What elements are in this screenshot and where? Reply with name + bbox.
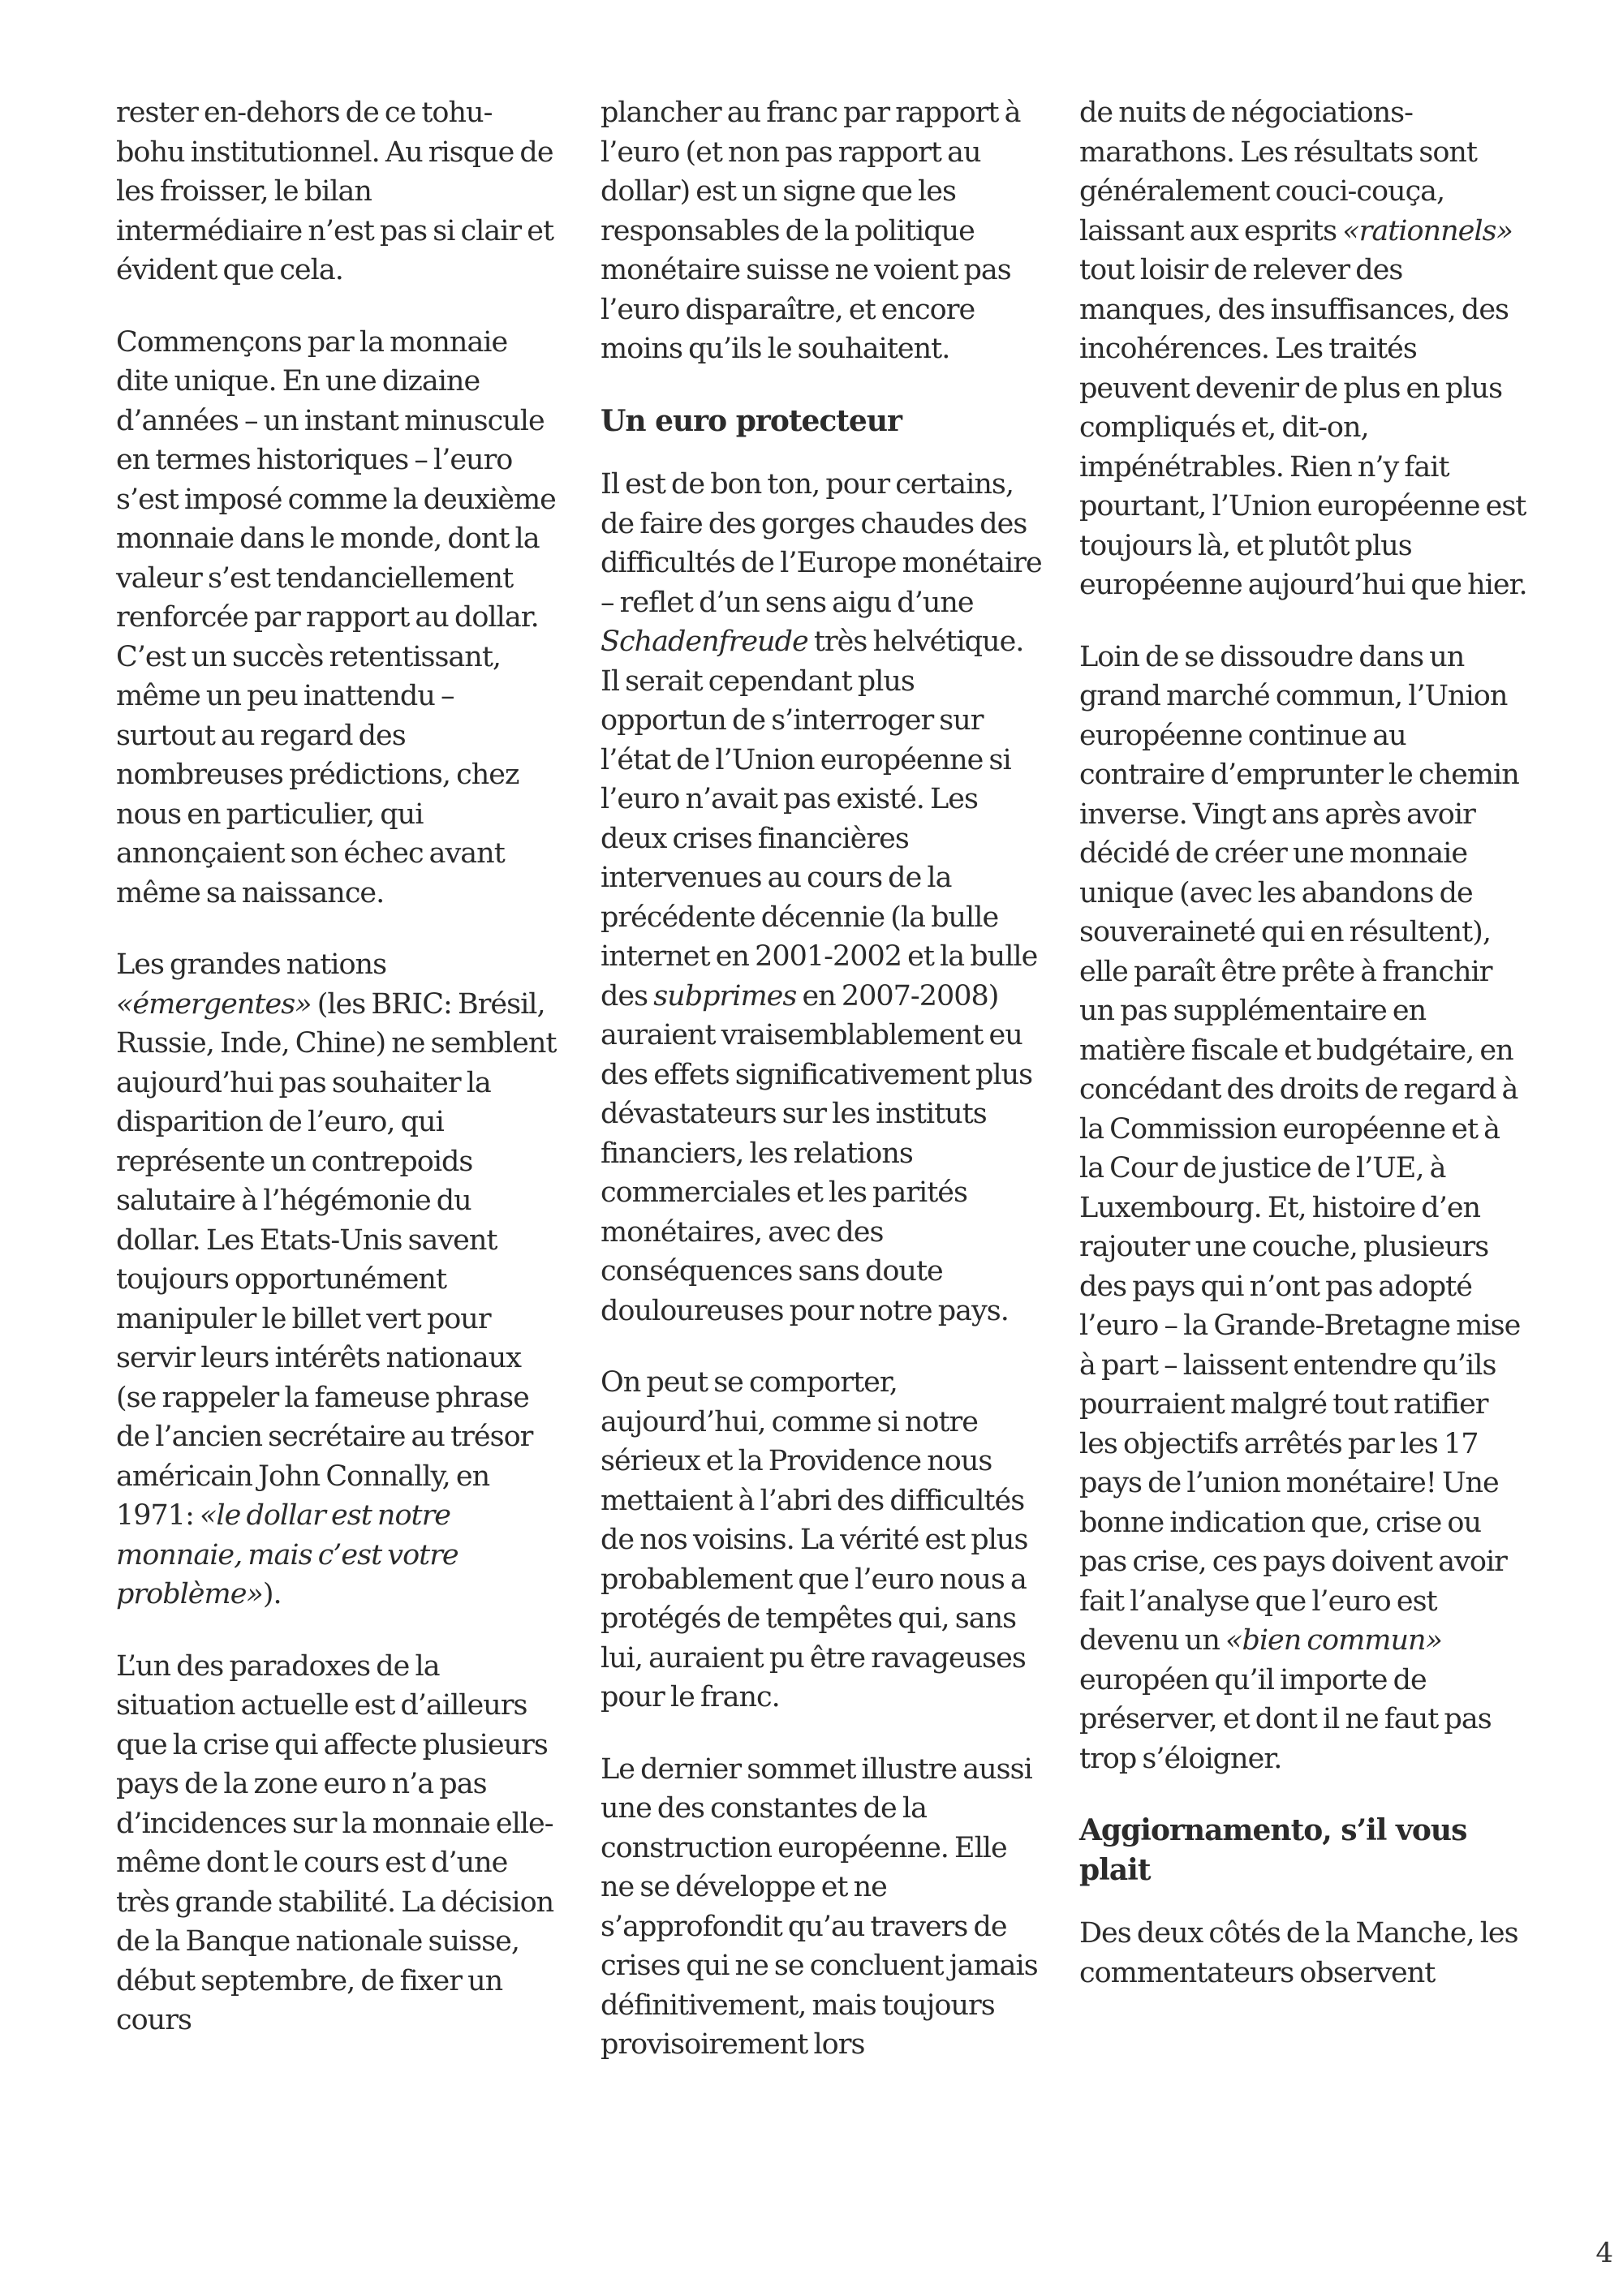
italic-text: «émergentes» [116, 987, 312, 1021]
text-run: Le dernier sommet illustre aussi une des constantes de la construction européenne. Elle ne se développe et ne s’approfondit qu’au travers de crises qui ne se concluent jamais définitivement, mais toujours provisoirement lors [601, 1752, 1038, 2061]
text-run: Les grandes nations [116, 948, 387, 981]
paragraph [601, 1363, 1043, 1718]
text-run: très helvétique. Il serait cependant plus opportun de s’interroger sur l’état de l’Union européenne si l’euro n’avait pas existé. Les deux crises financières intervenues au cours de la précédente décennie (la bulle internet en 2001-2002 et la bulle des [601, 626, 1038, 1013]
paragraph [601, 93, 1043, 369]
text-run: Loin de se dissoudre dans un grand marché commun, l’Union européenne continue au contraire d’emprunter le chemin inverse. Vingt ans après avoir décidé de créer une monnaie unique (avec les abandons de souveraineté qui en résultent), elle paraît être prête à franchir un pas supplémentaire en matière fiscale et budgétaire, en concédant des droits de regard à la Commission européenne et à la Cour de justice de l’UE, à Luxembourg. Et, histoire d’en rajouter une couche, plusieurs des pays qui n’ont pas adopté l’euro – la Grande-Bretagne mise à part – laissent entendre qu’ils pourraient malgré tout ratifier les objectifs arrêtés par les 17 pays de l’union monétaire! Une bonne indication que, crise ou pas crise, ces pays doivent avoir fait l’analyse que l’euro est devenu un [1079, 640, 1521, 1657]
paragraph [116, 1647, 558, 2040]
text-run: L’un des paradoxes de la situation actuelle est d’ailleurs que la crise qui affecte plusieurs pays de la zone euro n’a pas d’incidences sur la monnaie elle-même dont le cours est d’une très grande stabilité. La décision de la Banque nationale suisse, début septembre, de fixer un cours [116, 1649, 554, 2036]
paragraph [1079, 93, 1530, 605]
italic-text: subprimes [653, 979, 797, 1013]
text-run: (les BRIC: Brésil, Russie, Inde, Chine) ne semblent aujourd’hui pas souhaiter la disparition de l’euro, qui représente un contrepoids salutaire à l’hégémonie du dollar. Les Etats-Unis savent toujours opportunément manipuler le billet vert pour servir leurs intérêts nationaux (se rappeler la fameuse phrase de l’ancien secrétaire au trésor américain John Connally, en 1971: [116, 987, 557, 1532]
text-run: Commençons par la monnaie dite unique. En une dizaine d’années – un instant minuscule en termes historiques – l’euro s’est imposé comme la deuxième monnaie dans le monde, dont la valeur s’est tendanciellement renforcée par rapport au dollar. C’est un succès retentissant, même un peu inattendu – surtout au regard des nombreuses prédictions, chez nous en particulier, qui annonçaient son échec avant même sa naissance. [116, 325, 556, 909]
column-2 [601, 93, 1043, 2097]
text-run: rester en-dehors de ce tohu-bohu institutionnel. Au risque de les froisser, le bilan intermédiaire n’est pas si clair et évident que cela. [116, 97, 554, 286]
text-run: Il est de bon ton, pour certains, de faire des gorges chaudes des difficultés de l’Europe monétaire – reflet d’un sens aigu d’une [601, 468, 1042, 619]
paragraph [601, 465, 1043, 1331]
section-heading [1079, 1811, 1530, 1890]
text-run: On peut se comporter, aujourd’hui, comme si notre sérieux et la Providence nous mettaient à l’abri des difficultés de nos voisins. La vérité est plus probablement que l’euro nous a protégés de tempêtes qui, sans lui, auraient pu être ravageuses pour le franc. [601, 1366, 1028, 1713]
text-run: Un euro protecteur [601, 403, 902, 438]
italic-text: «rationnels» [1342, 214, 1513, 247]
text-run: ). [262, 1578, 282, 1610]
paragraph [1079, 1914, 1530, 1993]
column-3 [1079, 93, 1530, 2025]
italic-text: Schadenfreude [601, 626, 808, 658]
text-run: de nuits de négociations-marathons. Les résultats sont généralement couci-couça, laissant aux esprits [1079, 97, 1477, 247]
paragraph [116, 323, 558, 914]
paragraph [601, 1750, 1043, 2065]
paragraph [116, 945, 558, 1615]
text-run: Aggiornamento, s’il vous plait [1079, 1813, 1467, 1887]
column-1 [116, 93, 558, 2073]
text-run: européen qu’il importe de préserver, et dont il ne faut pas trop s’éloigner. [1079, 1663, 1492, 1775]
italic-text: «le dollar est notre monnaie, mais c’est votre problème» [116, 1499, 458, 1610]
paragraph [116, 93, 558, 290]
text-run: tout loisir de relever des manques, des insuffisances, des incohérences. Les traités peuvent devenir de plus en plus compliqués et, dit-on, impénétrables. Rien n’y fait pourtant, l’Union européenne est toujours là, et plutôt plus européenne aujourd’hui que hier. [1079, 254, 1527, 601]
italic-text: «bien commun» [1225, 1624, 1442, 1657]
text-run: Des deux côtés de la Manche, les commentateurs observent [1079, 1917, 1518, 1989]
text-run: en 2007-2008) auraient vraisemblablement eu des effets significativement plus dévastateurs sur les instituts financiers, les relations commerciales et les parités monétaires, avec des conséquences sans doute douloureuses pour notre pays. [601, 979, 1033, 1327]
text-run: plancher au franc par rapport à l’euro (et non pas rapport au dollar) est un signe que les responsables de la politique monétaire suisse ne voient pas l’euro disparaître, et encore moins qu’ils le souhaitent. [601, 97, 1021, 365]
section-heading [601, 402, 1043, 441]
paragraph [1079, 638, 1530, 1779]
page-number: 4 [1595, 2237, 1613, 2269]
